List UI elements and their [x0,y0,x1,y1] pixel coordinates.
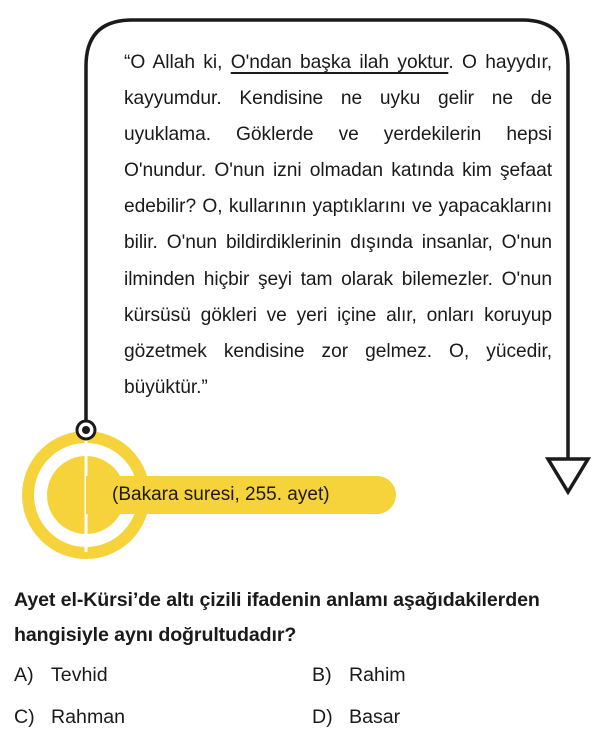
option-b[interactable] [312,664,406,686]
frame-start-dot-center [82,426,90,434]
underlined-phrase: O'ndan başka ilah yoktur [230,52,449,73]
option-a[interactable] [14,664,108,686]
arrow-down-icon [548,459,588,492]
option-c[interactable] [14,706,125,728]
option-d-text: Basar [349,706,401,728]
option-b-text: Rahim [349,664,406,686]
option-d-letter: D) [312,706,333,728]
passage-text-rest: . O hayydır, kayyumdur. Kendisine ne uyku gelir ne de uyuklama. Göklerde ve yerdekilerin hepsi O'nundur. O'nun izni olmadan katında kim şefaat edebilir? O, kullarının yaptıklarını ve yapacaklarını bilir. O'nun bildirdiklerinin dışında insanlar, O'nun ilminden hiçbir şeyi tam olarak bilemezler. O'nun kürsüsü gökleri ve yeri içine alır, onları koruyup gözetmek kendisine zor gelmez. O, yücedir, büyüktür.” [124,52,552,398]
verse-reference: (Bakara suresi, 255. ayet) [112,484,330,505]
option-c-letter: C) [14,706,35,728]
passage-text-start: “O Allah ki, [124,52,231,73]
option-c-text: Rahman [51,706,126,728]
option-a-letter: A) [14,664,34,686]
option-a-text: Tevhid [51,664,108,686]
option-d[interactable] [312,706,400,728]
verse-passage [124,45,552,406]
option-b-letter: B) [312,664,332,686]
question-text: Ayet el-Kürsi’de altı çizili ifadenin anlamı aşağıdakilerden hangisiyle aynı doğrultudadır? [14,589,540,646]
